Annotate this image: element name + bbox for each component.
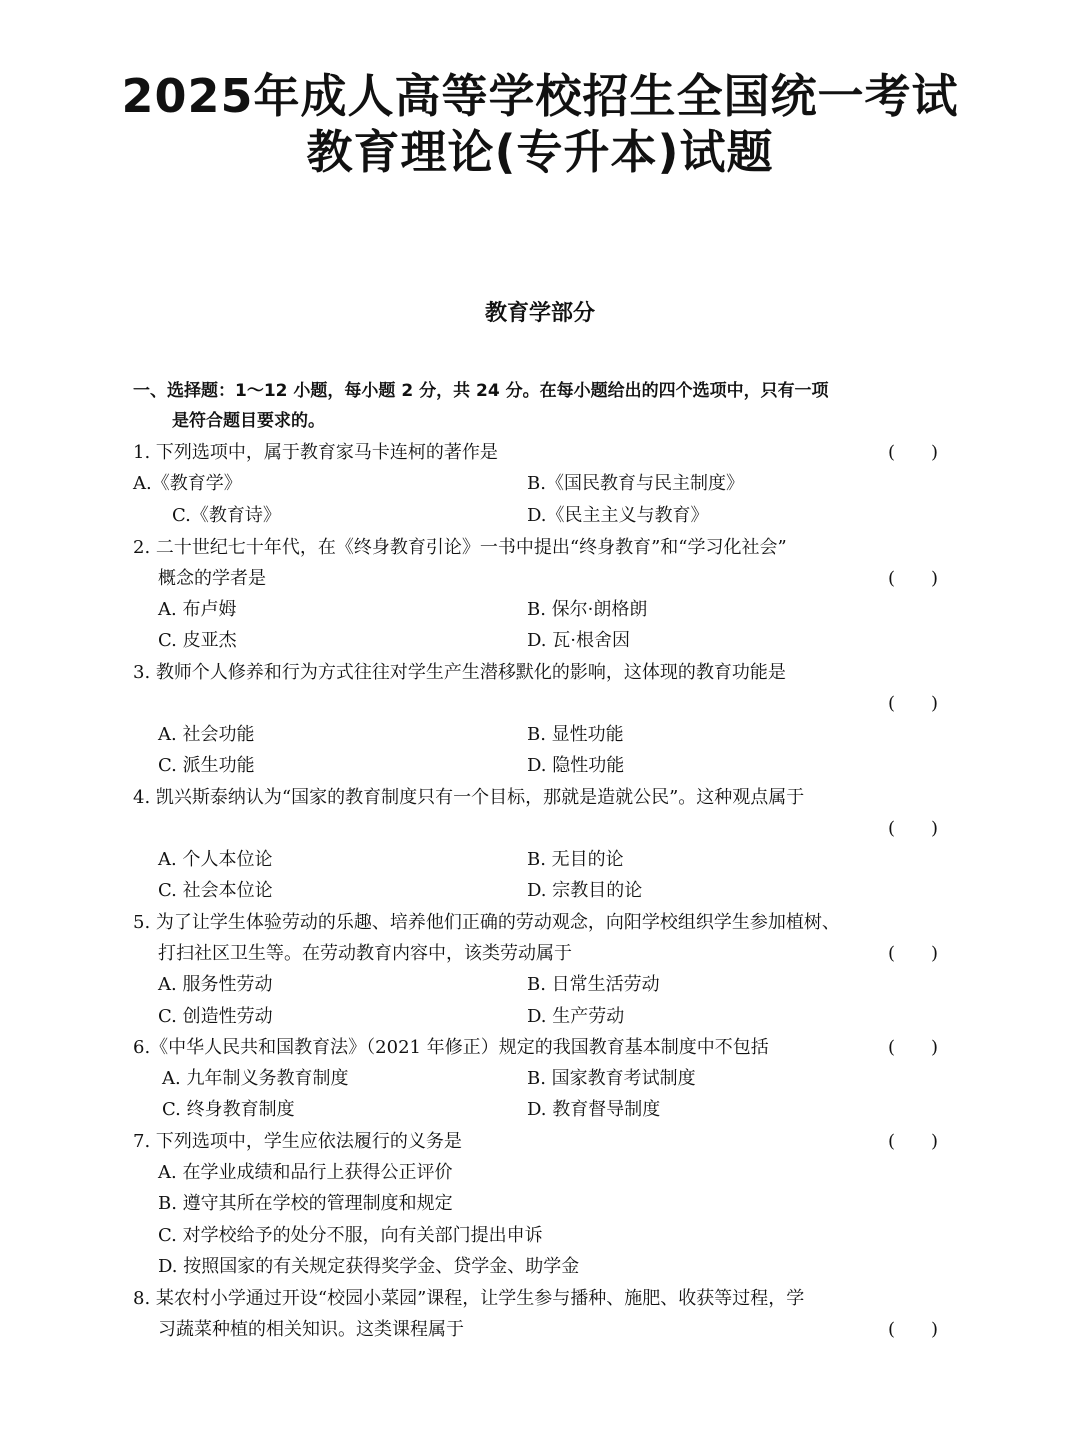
answer-parentheses: ( ) [888, 1319, 939, 1340]
question-1-option-b: B.《国民教育与民主制度》 [527, 473, 744, 494]
section-instruction-line-2: 是符合题目要求的。 [172, 411, 325, 431]
question-1-option-d: D.《民主主义与教育》 [527, 505, 709, 526]
section-instruction-line-1: 一、选择题：1～12 小题，每小题 2 分，共 24 分。在每小题给出的四个选项中，只有一项 [133, 381, 829, 401]
question-3-option-a: A. 社会功能 [158, 724, 255, 745]
answer-parentheses: ( ) [888, 818, 939, 839]
answer-parentheses: ( ) [888, 568, 939, 589]
question-7-option-a: A. 在学业成绩和品行上获得公正评价 [158, 1162, 453, 1183]
question-7-option-d: D. 按照国家的有关规定获得奖学金、贷学金、助学金 [158, 1256, 580, 1277]
question-4-option-c: C. 社会本位论 [158, 880, 273, 901]
question-6-option-d: D. 教育督导制度 [527, 1099, 661, 1120]
question-4-option-b: B. 无目的论 [527, 849, 624, 870]
question-7-option-b: B. 遵守其所在学校的管理制度和规定 [158, 1193, 453, 1214]
question-5-stem-line-2: 打扫社区卫生等。在劳动教育内容中，该类劳动属于 [158, 943, 572, 964]
question-6-option-c: C. 终身教育制度 [162, 1099, 295, 1120]
answer-parentheses: ( ) [888, 1131, 939, 1152]
question-1-option-a: A.《教育学》 [133, 473, 242, 494]
question-2-option-b: B. 保尔·朗格朗 [527, 599, 648, 620]
question-2-stem-line-1: 2. 二十世纪七十年代，在《终身教育引论》一书中提出“终身教育”和“学习化社会” [133, 537, 787, 558]
question-3-option-c: C. 派生功能 [158, 755, 255, 776]
question-7-stem: 7. 下列选项中，学生应依法履行的义务是 [133, 1131, 462, 1152]
question-3-stem: 3. 教师个人修养和行为方式往往对学生产生潜移默化的影响，这体现的教育功能是 [133, 662, 786, 683]
question-5-option-b: B. 日常生活劳动 [527, 974, 660, 995]
question-6-option-a: A. 九年制义务教育制度 [162, 1068, 349, 1089]
exam-title-line-1: 2025年成人高等学校招生全国统一考试 [121, 69, 959, 123]
question-1-option-c: C.《教育诗》 [172, 505, 281, 526]
answer-parentheses: ( ) [888, 1037, 939, 1058]
question-2-option-a: A. 布卢姆 [158, 599, 237, 620]
section-title: 教育学部分 [484, 301, 595, 326]
question-7-option-c: C. 对学校给予的处分不服，向有关部门提出申诉 [158, 1225, 543, 1246]
question-8-stem-line-1: 8. 某农村小学通过开设“校园小菜园”课程，让学生参与播种、施肥、收获等过程，学 [133, 1288, 805, 1309]
question-3-option-b: B. 显性功能 [527, 724, 624, 745]
question-4-option-a: A. 个人本位论 [158, 849, 273, 870]
question-8-stem-line-2: 习蔬菜种植的相关知识。这类课程属于 [158, 1319, 464, 1340]
question-2-stem-line-2: 概念的学者是 [158, 568, 266, 589]
question-1-stem: 1. 下列选项中，属于教育家马卡连柯的著作是 [133, 442, 498, 463]
answer-parentheses: ( ) [888, 693, 939, 714]
answer-parentheses: ( ) [888, 943, 939, 964]
question-4-option-d: D. 宗教目的论 [527, 880, 643, 901]
question-6-stem: 6.《中华人民共和国教育法》（2021 年修正）规定的我国教育基本制度中不包括 [133, 1037, 769, 1058]
question-5-option-c: C. 创造性劳动 [158, 1006, 273, 1027]
question-5-stem-line-1: 5. 为了让学生体验劳动的乐趣、培养他们正确的劳动观念，向阳学校组织学生参加植树、 [133, 912, 840, 933]
exam-title-line-2: 教育理论(专升本)试题 [306, 125, 774, 179]
question-2-option-d: D. 瓦·根舍因 [527, 630, 630, 651]
answer-parentheses: ( ) [888, 442, 939, 463]
question-3-option-d: D. 隐性功能 [527, 755, 625, 776]
question-5-option-d: D. 生产劳动 [527, 1006, 625, 1027]
question-2-option-c: C. 皮亚杰 [158, 630, 237, 651]
question-4-stem: 4. 凯兴斯泰纳认为“国家的教育制度只有一个目标，那就是造就公民”。这种观点属于 [133, 787, 805, 808]
question-5-option-a: A. 服务性劳动 [158, 974, 273, 995]
question-6-option-b: B. 国家教育考试制度 [527, 1068, 696, 1089]
